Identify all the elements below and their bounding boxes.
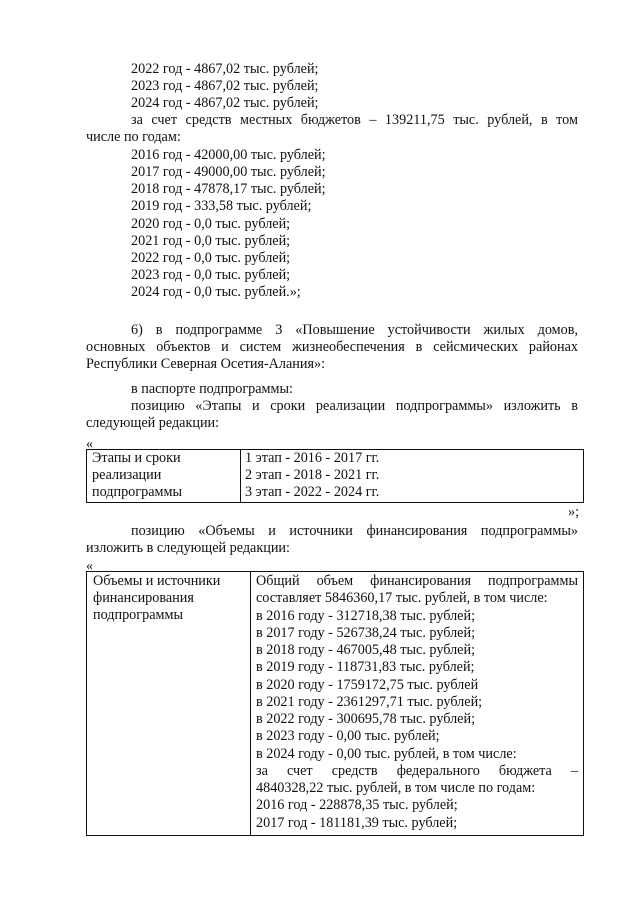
table-divider — [250, 571, 251, 836]
table-divider — [240, 449, 241, 503]
position1-line: следующей редакции: — [86, 415, 220, 431]
local-budget-line: за счет средств местных бюджетов – 139211,75 тыс. рублей, в том — [131, 112, 578, 128]
item6-line: Республики Северная Осетия-Алания»: — [86, 356, 326, 372]
item6-line: основных объектов и систем жизнеобеспечения в сейсмических районах — [86, 339, 578, 355]
local-year-line: 2019 год - 333,58 тыс. рублей; — [131, 198, 312, 214]
table-value-line: в 2017 году - 526738,24 тыс. рублей; — [256, 625, 476, 641]
passport-line: в паспорте подпрограммы: — [131, 381, 293, 397]
local-year-line: 2017 год - 49000,00 тыс. рублей; — [131, 164, 326, 180]
table-label-line: Объемы и источники — [93, 573, 221, 589]
local-budget-line: числе по годам: — [86, 129, 181, 145]
federal-budget-line: 4840328,22 тыс. рублей, в том числе по годам: — [256, 780, 536, 796]
open-quote: « — [86, 436, 94, 452]
table-value-line: в 2021 году - 2361297,71 тыс. рублей; — [256, 694, 483, 710]
table-value-line: в 2020 году - 1759172,75 тыс. рублей — [256, 677, 479, 693]
federal-year-line: 2016 год - 228878,35 тыс. рублей; — [256, 797, 458, 813]
year-line: 2022 год - 4867,02 тыс. рублей; — [131, 61, 319, 77]
table-value-line: составляет 5846360,17 тыс. рублей, в том числе: — [256, 590, 548, 606]
close-quote: »; — [568, 504, 580, 520]
table-value-line: 1 этап - 2016 - 2017 гг. — [245, 450, 380, 466]
table-label-line: Этапы и сроки — [92, 450, 181, 466]
year-line: 2024 год - 4867,02 тыс. рублей; — [131, 95, 319, 111]
item6-line: 6) в подпрограмме 3 «Повышение устойчивости жилых домов, — [131, 322, 578, 338]
local-year-line: 2021 год - 0,0 тыс. рублей; — [131, 233, 291, 249]
table-value-line: в 2024 году - 0,00 тыс. рублей, в том числе: — [256, 746, 517, 762]
table-value-line: 3 этап - 2022 - 2024 гг. — [245, 484, 380, 500]
position2-line: позицию «Объемы и источники финансирования подпрограммы» — [131, 523, 578, 539]
table-value-line: Общий объем финансирования подпрограммы — [256, 573, 578, 589]
table-label-line: реализации — [92, 467, 162, 483]
table-value-line: в 2022 году - 300695,78 тыс. рублей; — [256, 711, 476, 727]
local-year-line: 2022 год - 0,0 тыс. рублей; — [131, 250, 291, 266]
local-year-line: 2023 год - 0,0 тыс. рублей; — [131, 267, 291, 283]
federal-budget-line: за счет средств федерального бюджета – — [256, 763, 578, 779]
table-value-line: в 2023 году - 0,00 тыс. рублей; — [256, 728, 440, 744]
open-quote: « — [86, 558, 94, 574]
table-label-line: финансирования — [93, 590, 194, 606]
position2-line: изложить в следующей редакции: — [86, 540, 290, 556]
local-year-line: 2016 год - 42000,00 тыс. рублей; — [131, 147, 326, 163]
table-value-line: 2 этап - 2018 - 2021 гг. — [245, 467, 380, 483]
year-line: 2023 год - 4867,02 тыс. рублей; — [131, 78, 319, 94]
table-value-line: в 2016 году - 312718,38 тыс. рублей; — [256, 608, 476, 624]
table-value-line: в 2018 году - 467005,48 тыс. рублей; — [256, 642, 476, 658]
local-year-line: 2020 год - 0,0 тыс. рублей; — [131, 216, 291, 232]
table-label-line: подпрограммы — [93, 607, 183, 623]
local-year-line: 2018 год - 47878,17 тыс. рублей; — [131, 181, 326, 197]
position1-line: позицию «Этапы и сроки реализации подпрограммы» изложить в — [131, 398, 578, 414]
local-year-line: 2024 год - 0,0 тыс. рублей.»; — [131, 284, 301, 300]
table-value-line: в 2019 году - 118731,83 тыс. рублей; — [256, 659, 475, 675]
federal-year-line: 2017 год - 181181,39 тыс. рублей; — [256, 815, 458, 831]
table-label-line: подпрограммы — [92, 484, 182, 500]
